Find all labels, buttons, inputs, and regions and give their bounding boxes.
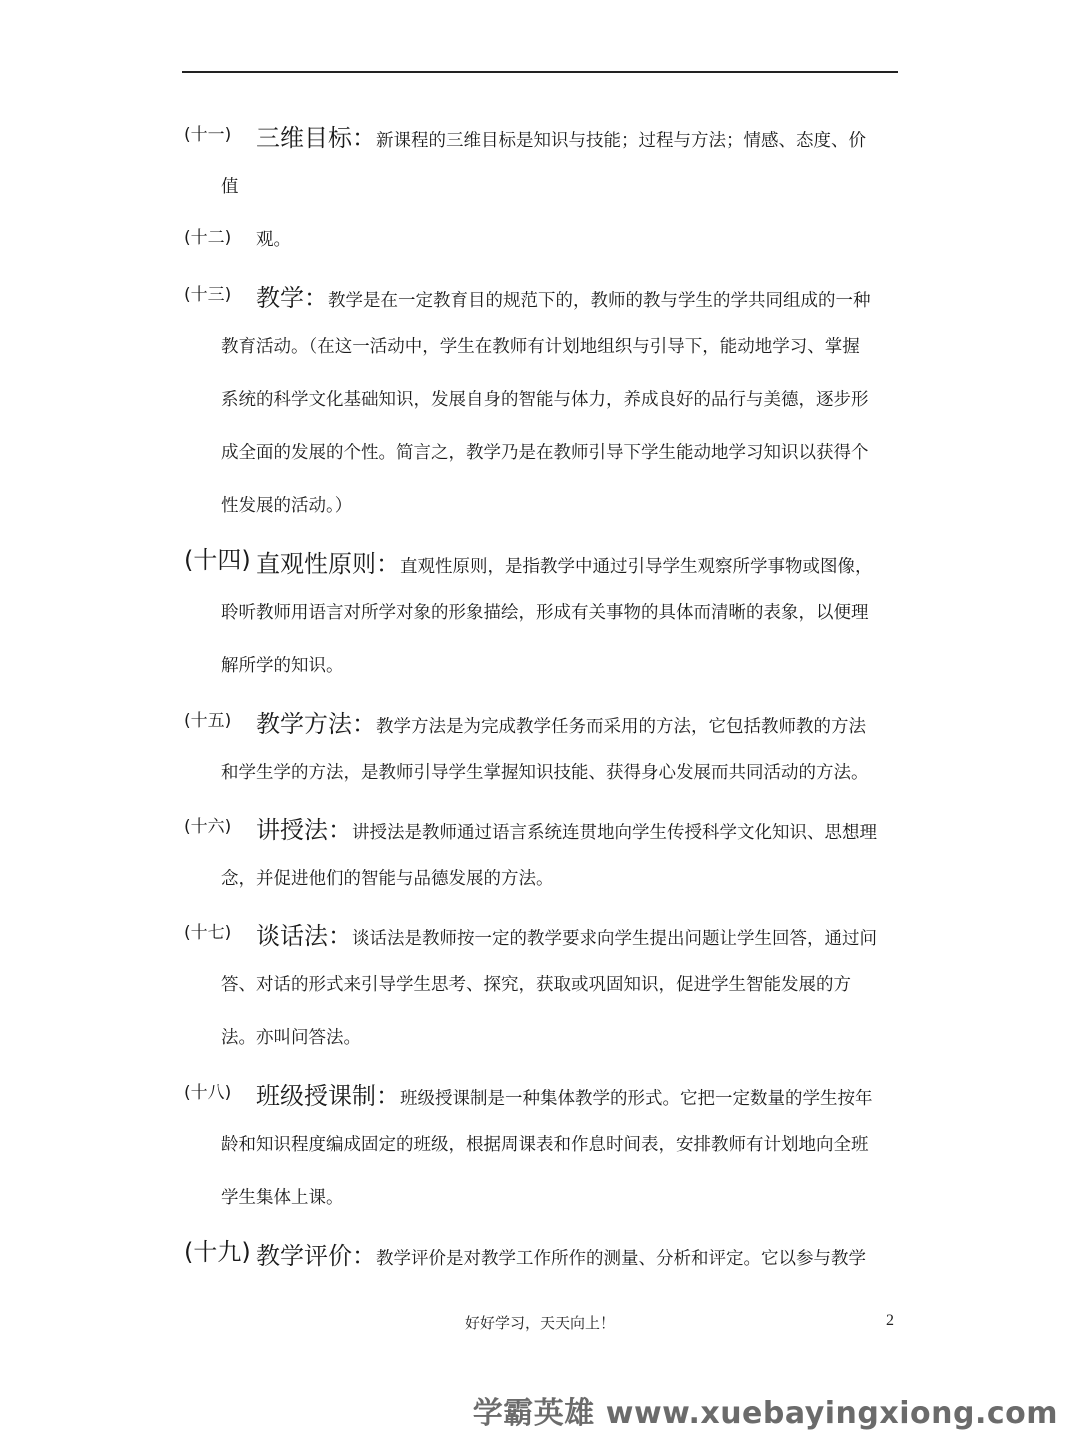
entry-number: (十四)	[184, 546, 251, 574]
entry-number: (十八)	[184, 1083, 232, 1103]
entry-number: (十三)	[184, 285, 232, 305]
entry-first-line	[256, 278, 871, 313]
entry-definition: 观。	[256, 230, 291, 250]
entry-term: 三维目标：	[256, 124, 376, 152]
entry-continuation: 系统的科学文化基础知识，发展自身的智能与体力，养成良好的品行与美德，逐步形	[221, 390, 869, 410]
entry-number: (十七)	[184, 923, 232, 943]
entry-continuation: 成全面的发展的个性。简言之，教学乃是在教师引导下学生能动地学习知识以获得个	[221, 443, 869, 463]
entry-first-line	[256, 1076, 873, 1111]
entry-continuation: 教育活动。（在这一活动中，学生在教师有计划地组织与引导下，能动地学习、掌握	[221, 337, 860, 357]
entry-definition: 讲授法是教师通过语言系统连贯地向学生传授科学文化知识、思想理	[352, 823, 877, 843]
entry-definition: 教学方法是为完成教学任务而采用的方法，它包括教师教的方法	[376, 717, 866, 737]
entry-term: 讲授法：	[256, 816, 352, 844]
entry-continuation: 龄和知识程度编成固定的班级，根据周课表和作息时间表，安排教师有计划地向全班	[221, 1135, 869, 1155]
footer-motto: 好好学习，天天向上！	[464, 1314, 615, 1332]
entry-continuation: 性发展的活动。）	[221, 496, 353, 516]
entry-first-line	[256, 1236, 866, 1271]
entry-first-line	[256, 704, 866, 739]
entry-term: 教学方法：	[256, 710, 376, 738]
entry-number: (十一)	[184, 125, 232, 145]
entry-number: (十二)	[184, 228, 232, 248]
entry-first-line	[256, 544, 873, 579]
entry-definition: 教学评价是对教学工作所作的测量、分析和评定。它以参与教学	[376, 1249, 866, 1269]
entry-term: 班级授课制：	[256, 1082, 400, 1110]
entry-term: 谈话法：	[256, 922, 352, 950]
entry-definition: 新课程的三维目标是知识与技能；过程与方法；情感、态度、价	[376, 131, 866, 151]
entry-number: (十五)	[184, 711, 232, 731]
entry-continuation: 学生集体上课。	[221, 1188, 344, 1208]
entry-definition: 谈话法是教师按一定的教学要求向学生提出问题让学生回答，通过问	[352, 929, 877, 949]
entry-continuation: 解所学的知识。	[221, 656, 344, 676]
entry-continuation: 念，并促进他们的智能与品德发展的方法。	[221, 869, 554, 889]
page-number: 2	[886, 1312, 894, 1329]
entry-continuation: 和学生学的方法，是教师引导学生掌握知识技能、获得身心发展而共同活动的方法。	[221, 763, 869, 783]
entry-term: 教学：	[256, 284, 328, 312]
entry-first-line	[256, 118, 866, 153]
entry-continuation: 答、对话的形式来引导学生思考、探究，获取或巩固知识，促进学生智能发展的方	[221, 975, 851, 995]
entry-continuation: 值	[221, 177, 239, 197]
entry-definition: 班级授课制是一种集体教学的形式。它把一定数量的学生按年	[400, 1089, 873, 1109]
entry-term: 直观性原则：	[256, 550, 400, 578]
entry-definition: 教学是在一定教育目的规范下的，教师的教与学生的学共同组成的一种	[328, 291, 871, 311]
entry-continuation: 聆听教师用语言对所学对象的形象描绘，形成有关事物的具体而清晰的表象，以便理	[221, 603, 869, 623]
entry-number: (十九)	[184, 1238, 251, 1266]
header-rule	[182, 71, 898, 73]
entry-first-line	[256, 916, 877, 951]
entry-definition: 直观性原则，是指教学中通过引导学生观察所学事物或图像，	[400, 557, 873, 577]
entry-number: (十六)	[184, 817, 232, 837]
entry-term: 教学评价：	[256, 1242, 376, 1270]
entry-first-line	[256, 810, 877, 845]
entry-continuation: 法。亦叫问答法。	[221, 1028, 361, 1048]
site-watermark: 学霸英雄 www.xuebayingxiong.com	[472, 1396, 1058, 1431]
